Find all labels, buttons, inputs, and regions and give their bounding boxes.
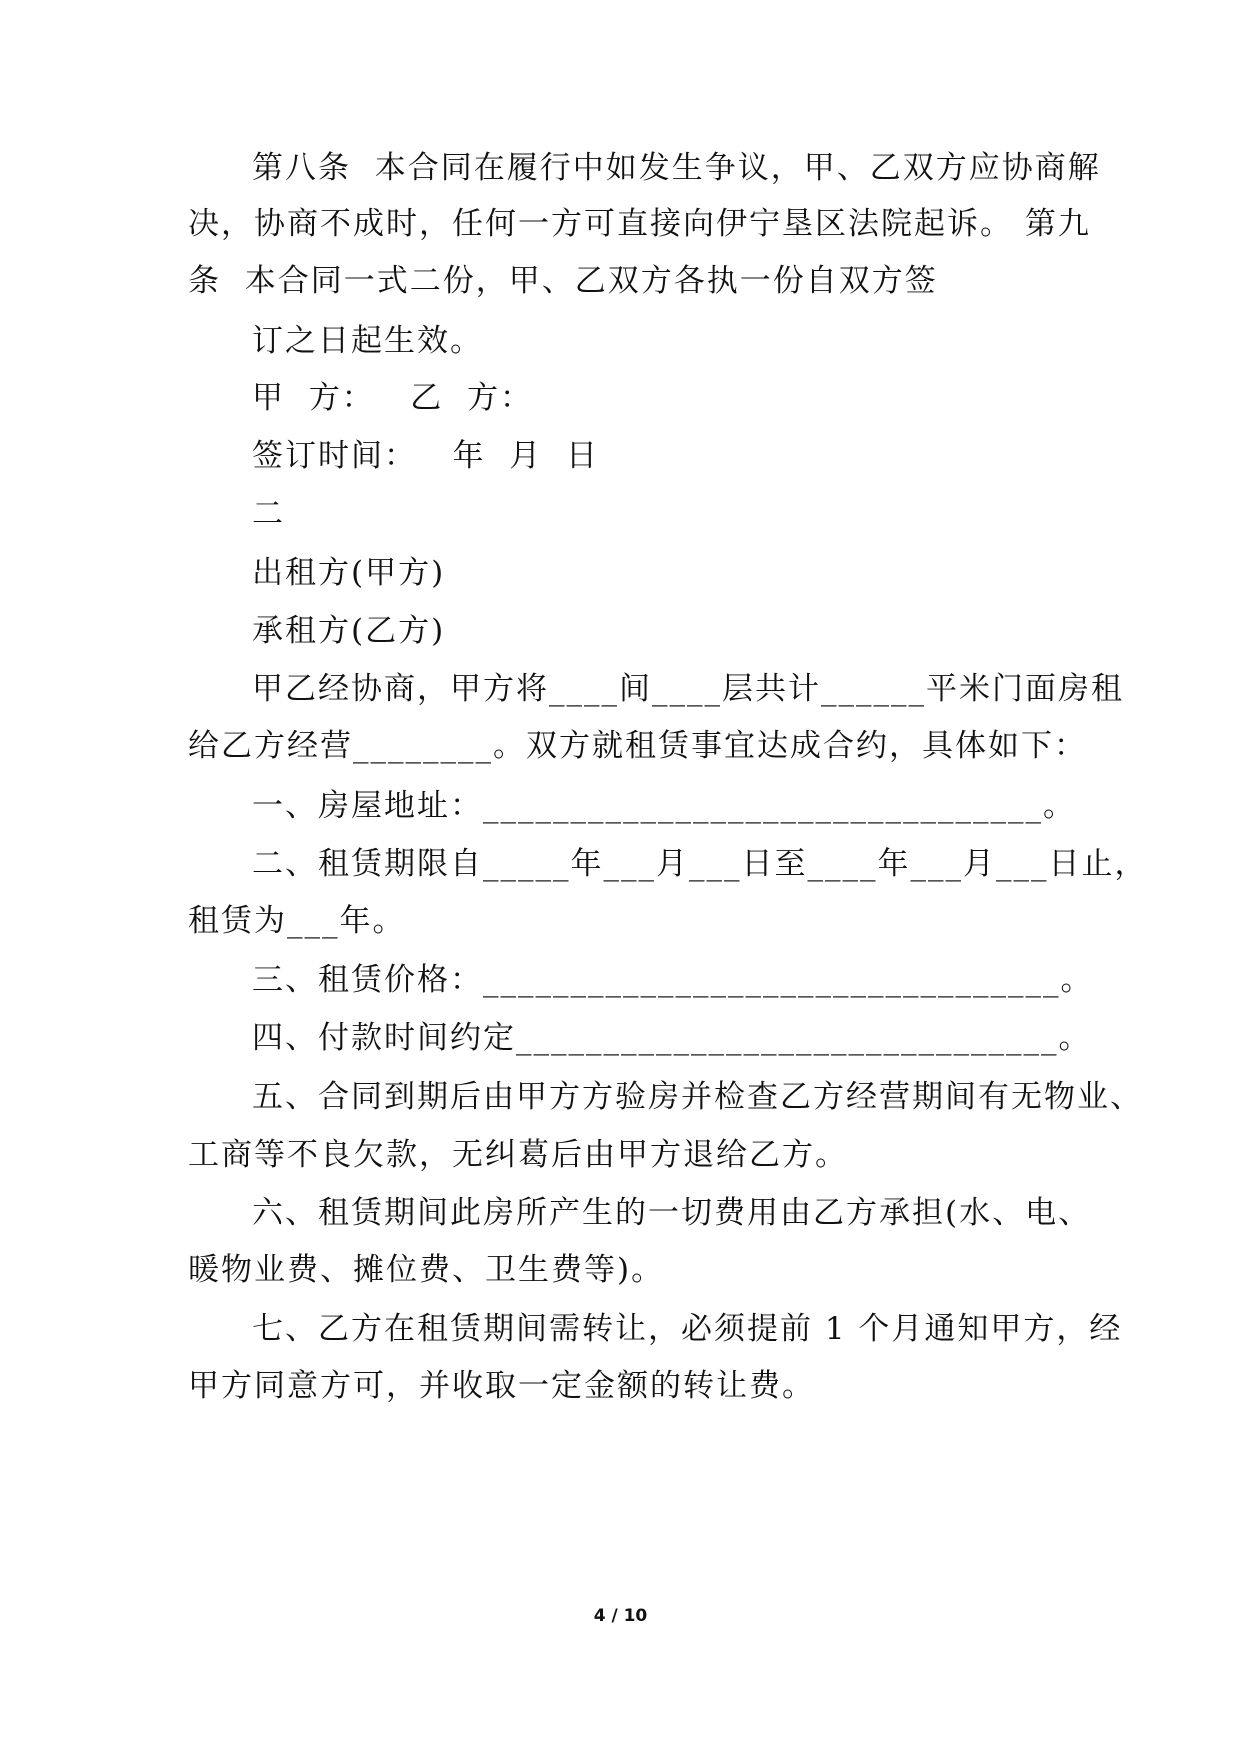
article-9-line-2: 订之日起生效。 (252, 323, 483, 359)
clause-7-line-2: 甲方同意方可，并收取一定金额的转让费。 (188, 1368, 815, 1404)
article-8-line-2: 决，协商不成时，任何一方可直接向伊宁垦区法院起诉。 第九 (188, 206, 1091, 242)
clause-3-price: 三、租赁价格：_________________________________。 (252, 962, 1094, 998)
lessee-label: 承租方(乙方) (252, 613, 446, 649)
page-number: 4 / 10 (593, 1606, 648, 1626)
clause-1-address: 一、房屋地址：________________________________。 (252, 788, 1076, 824)
signing-date: 签订时间： 年 月 日 (252, 438, 599, 474)
clause-6-line-1: 六、租赁期间此房所产生的一切费用由乙方承担(水、电、 (252, 1195, 1092, 1231)
signature-parties: 甲 方： 乙 方： (252, 380, 533, 416)
clause-4-payment: 四、付款时间约定_______________________________。 (252, 1020, 1092, 1056)
clause-6-line-2: 暖物业费、摊位费、卫生费等)。 (188, 1252, 665, 1288)
article-8-line-1: 第八条 本合同在履行中如发生争议，甲、乙双方应协商解 (252, 150, 1101, 186)
intro-line-2: 给乙方经营________。双方就租赁事宜达成合约，具体如下： (188, 728, 1087, 764)
article-9-line-1: 条 本合同一式二份，甲、乙双方各执一份自双方签 (188, 263, 938, 299)
section-heading: 二 (252, 496, 285, 532)
clause-2-line-2: 租赁为___年。 (188, 903, 406, 939)
clause-5-line-2: 工商等不良欠款，无纠葛后由甲方退给乙方。 (188, 1137, 848, 1173)
intro-line-1: 甲乙经协商，甲方将____间____层共计______平米门面房租 (252, 671, 1124, 707)
clause-7-line-1: 七、乙方在租赁期间需转让，必须提前 1 个月通知甲方，经 (252, 1311, 1123, 1347)
clause-5-line-1: 五、合同到期后由甲方方验房并检查乙方经营期间有无物业、 (252, 1079, 1143, 1115)
lessor-label: 出租方(甲方) (252, 555, 446, 591)
clause-2-line-1: 二、租赁期限自_____年___月___日至____年___月___日止， (252, 846, 1148, 882)
